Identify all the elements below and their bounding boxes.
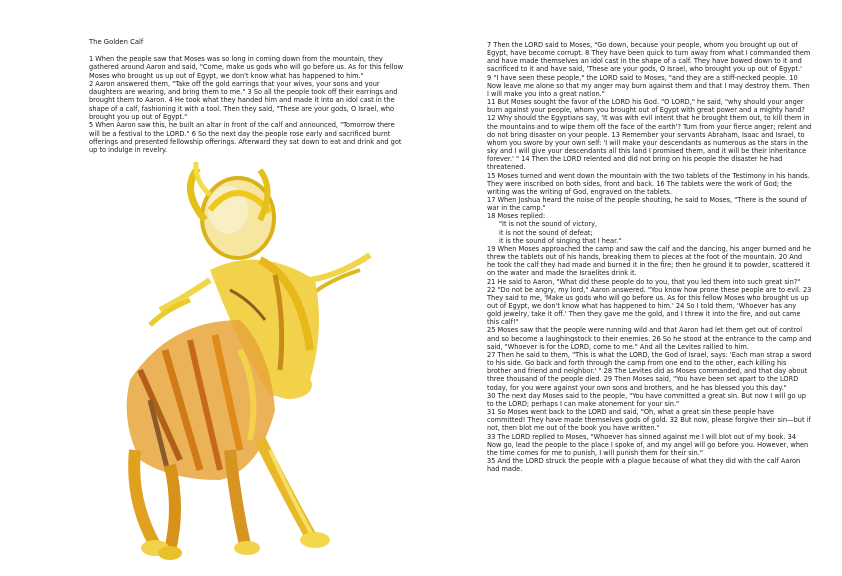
paragraph: 15 Moses turned and went down the mountain with the two tablets of the Testimony in his hands. They were inscribed on both sides, front and back. 16 The tablets were the work of God; the writing was the writing of God, engraved on the tablets. [487,171,810,196]
paragraph: 18 Moses replied: [487,212,546,221]
left-column-text [89,55,407,155]
page-title: The Golden Calf [89,38,144,46]
paragraph: 5 When Aaron saw this, he built an altar in front of the calf and announced, "Tomorrow there will be a festival to the LORD." 6 So the next day the people rose early and sacrificed burnt offerings and presented fellowship offerings. Afterward they sat down to eat and drink and got up to indulge in revelry. [89,121,402,155]
paragraph: 22 "Do not be angry, my lord," Aaron answered. "You know how prone these people are to evil. 23 They said to me, 'Make us gods who will go before us. As for this fellow Moses who brought us up out of Egypt, we don't know what has happened to him.' 24 So I told them, 'Whoever has any gold jewelry, take it off.' Then they gave me the gold, and I threw it into the fire, and out came this calf!" [487,285,812,327]
poem-line: "It is not the sound of victory, [499,220,598,229]
paragraph: 2 Aaron answered them, "Take off the gold earrings that your wives, your sons and your daughters are wearing, and bring them to me." 3 So all the people took off their earrings and brought them to Aaron. 4 He took what they handed him and made it into an idol cast in the shape of a calf, fashioning it with a tool. Then they said, "These are your gods, O Israel, who brought you up out of Egypt." [89,79,398,122]
paragraph: 27 Then he said to them, "This is what the LORD, the God of Israel, says: 'Each man strap a sword to his side. Go back and forth through the camp from one end to the other, each killing his brother and friend and neighbor.' " 28 The Levites did as Moses commanded, and that day about three thousand of the people died. 29 Then Moses said, "You have been set apart to the LORD today, for you were against your own sons and brothers, and he has blessed you this day." [487,350,812,392]
paragraph: 19 When Moses approached the camp and saw the calf and the dancing, his anger burned and he threw the tablets out of his hands, breaking them to pieces at the foot of the mountain. 20 And he took the calf they had made and burned it in the fire; then he ground it to powder, scattered it on the water and made the Israelites drink it. [487,244,811,278]
right-column-text [487,41,812,473]
paragraph: 25 Moses saw that the people were running wild and that Aaron had let them get out of control and so become a laughingstock to their enemies. 26 So he stood at the entrance to the camp and said, "Whoever is for the LORD, come to me." And all the Levites rallied to him. [487,326,812,351]
paragraph: 17 When Joshua heard the noise of the people shouting, he said to Moses, "There is the sound of war in the camp." [487,195,807,213]
golden-calf-illustration [110,150,380,565]
paragraph: 21 He said to Aaron, "What did these people do to you, that you led them into such great sin?" [487,277,801,286]
paragraph: 7 Then the LORD said to Moses, "Go down, because your people, whom you brought up out of Egypt, have become corrupt. 8 They have been quick to turn away from what I commanded them and have made themselves an idol cast in the shape of a calf. They have bowed down to it and sacrificed to it and have said, 'These are your gods, O Israel, who brought you up out of Egypt.' [487,41,811,74]
paragraph: 31 So Moses went back to the LORD and said, "Oh, what a great sin these people have committed! They have made themselves gods of gold. 32 But now, please forgive their sin—but if not, then blot me out of the book you have written." [487,408,811,433]
paragraph: 11 But Moses sought the favor of the LORD his God. "O LORD," he said, "why should your anger burn against your people, whom you brought out of Egypt with great power and a mighty hand? 12 Why should the Egyptians say, 'It was with evil intent that he brought them out, to kill them in the mountains and to wipe them off the face of the earth'? Turn from your fierce anger; relent and do not bring disaster on your people. 13 Remember your servants Abraham, Isaac and Israel, to whom you swore by your own self: 'I will make your descendants as numerous as the stars in the sky and I will give your descendants all this land I promised them, and it will be their inheritance forever.' " 14 Then the LORD relented and did not bring on his people the disaster he had threatened. [487,98,812,172]
paragraph: 1 When the people saw that Moses was so long in coming down from the mountain, they gathered around Aaron and said, "Come, make us gods who will go before us. As for this fellow Moses who brought us up out of Egypt, we don't know what has happened to him." [89,55,403,80]
paragraph: 35 And the LORD struck the people with a plague because of what they did with the calf Aaron had made. [487,456,801,474]
paragraph: 33 The LORD replied to Moses, "Whoever has sinned against me I will blot out of my book. 34 Now go, lead the people to the place I spoke of, and my angel will go before you. However, when the time comes for me to punish, I will punish them for their sin." [487,432,809,457]
paragraph: 30 The next day Moses said to the people, "You have committed a great sin. But now I will go up to the LORD; perhaps I can make atonement for your sin." [487,391,806,408]
paragraph: 9 "I have seen these people," the LORD said to Moses, "and they are a stiff-necked people. 10 Now leave me alone so that my anger may burn against them and that I may destroy them. Then I will make you into a great nation." [487,73,810,98]
poem-line: it is not the sound of defeat; [499,228,593,237]
poem-line: it is the sound of singing that I hear." [499,236,622,245]
